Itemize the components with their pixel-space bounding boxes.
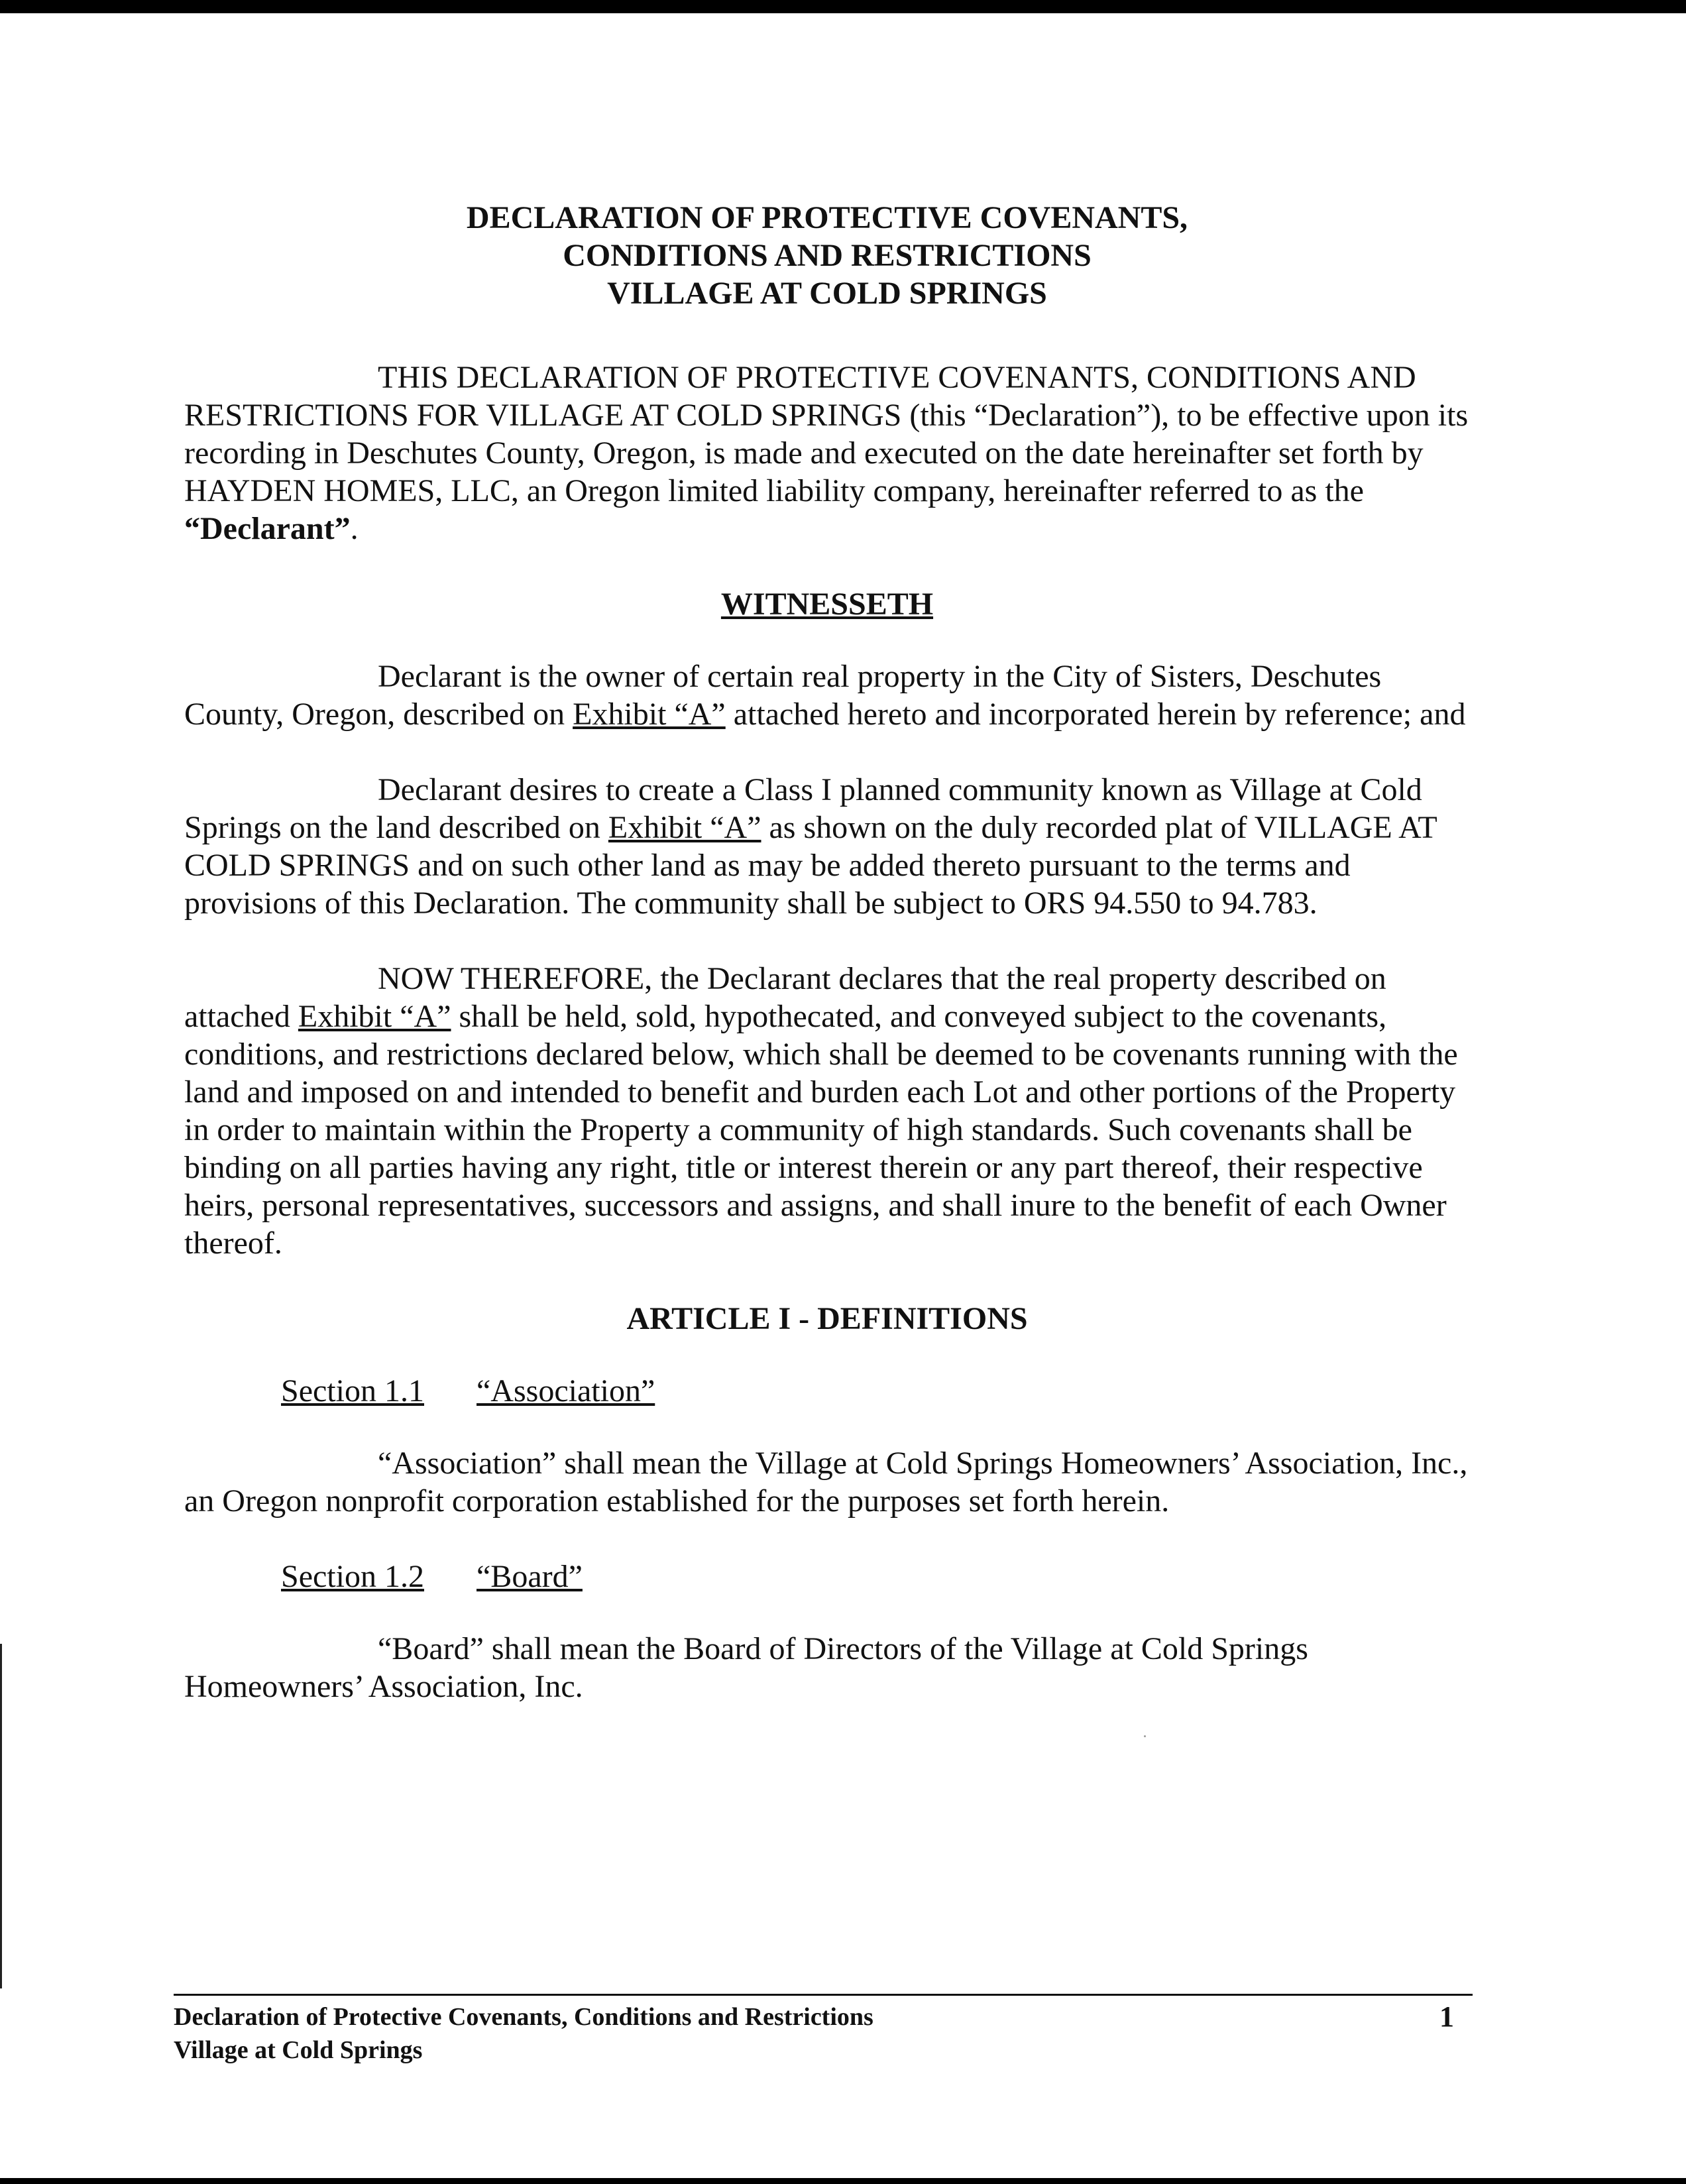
page-footer — [174, 2000, 1473, 2067]
intro-text-end: . — [350, 511, 359, 546]
section-term: “Board” — [477, 1559, 583, 1594]
section-number: Section 1.2 — [281, 1559, 424, 1594]
section-term: “Association” — [477, 1373, 655, 1408]
page-number: 1 — [1439, 2000, 1454, 2033]
section-number: Section 1.1 — [281, 1373, 424, 1408]
article-heading: ARTICLE I - DEFINITIONS — [626, 1301, 1028, 1336]
footer-subtitle: Village at Cold Springs — [174, 2036, 423, 2064]
title-line-2: CONDITIONS AND RESTRICTIONS — [563, 238, 1092, 273]
scan-border-bottom — [0, 2178, 1686, 2184]
exhibit-a-reference: Exhibit “A” — [573, 697, 726, 732]
witnesseth-heading: WITNESSETH — [720, 587, 934, 622]
declarant-term: “Declarant” — [184, 511, 351, 546]
scan-border-left — [0, 1644, 2, 1988]
exhibit-a-reference: Exhibit “A” — [298, 999, 451, 1034]
section-body: “Board” shall mean the Board of Directors of the Village at Cold Springs Homeowners’ Association, Inc. — [184, 1631, 1308, 1704]
title-line-1: DECLARATION OF PROTECTIVE COVENANTS, — [466, 200, 1188, 235]
witnesseth-paragraph-1: Declarant is the owner of certain real property in the City of Sisters, Deschutes County, Oregon, described on Exhibit “A” attached hereto and incorporated herein by reference; and — [184, 659, 1466, 732]
scan-border-top — [0, 0, 1686, 13]
intro-text: THIS DECLARATION OF PROTECTIVE COVENANTS, CONDITIONS AND RESTRICTIONS FOR VILLAGE AT COLD SPRINGS (this “Declaration”), to be effective upon its recording in Deschutes County, Oregon, is made and executed on the date hereinafter set forth by HAYDEN HOMES, LLC, an Oregon limited liability company, hereinafter referred to as the — [184, 360, 1469, 508]
title-line-3: VILLAGE AT COLD SPRINGS — [607, 276, 1047, 311]
footer-title: Declaration of Protective Covenants, Conditions and Restrictions — [174, 2003, 873, 2031]
witnesseth-paragraph-3: NOW THEREFORE, the Declarant declares that the real property described on attached Exhibit “A” shall be held, sold, hypothecated, and conveyed subject to the covenants, conditions, and restrictions declared below, which shall be deemed to be covenants running with the land and imposed on and intended to benefit and burden each Lot and other portions of the Property in order to maintain within the Property a community of high standards. Such covenants shall be binding on all parties having any right, title or interest therein or any part thereof, their respective heirs, personal representatives, successors and assigns, and shall inure to the benefit of each Owner thereof. — [184, 961, 1458, 1261]
footer-rule — [174, 1994, 1473, 1996]
exhibit-a-reference: Exhibit “A” — [608, 810, 761, 845]
intro-paragraph — [184, 359, 1470, 547]
document-page — [184, 199, 1470, 1743]
witnesseth-paragraph-2: Declarant desires to create a Class I planned community known as Village at Cold Springs on the land described on Exhibit “A” as shown on the duly recorded plat of VILLAGE AT COLD SPRINGS and on such other land as may be added thereto pursuant to the terms and provisions of this Declaration. The community shall be subject to ORS 94.550 to 94.783. — [184, 772, 1437, 921]
section-body: “Association” shall mean the Village at Cold Springs Homeowners’ Association, Inc., an Oregon nonprofit corporation established for the purposes set forth herein. — [184, 1446, 1468, 1519]
section-heading — [184, 1372, 1470, 1410]
document-title — [184, 199, 1470, 312]
section-heading — [184, 1558, 1470, 1595]
